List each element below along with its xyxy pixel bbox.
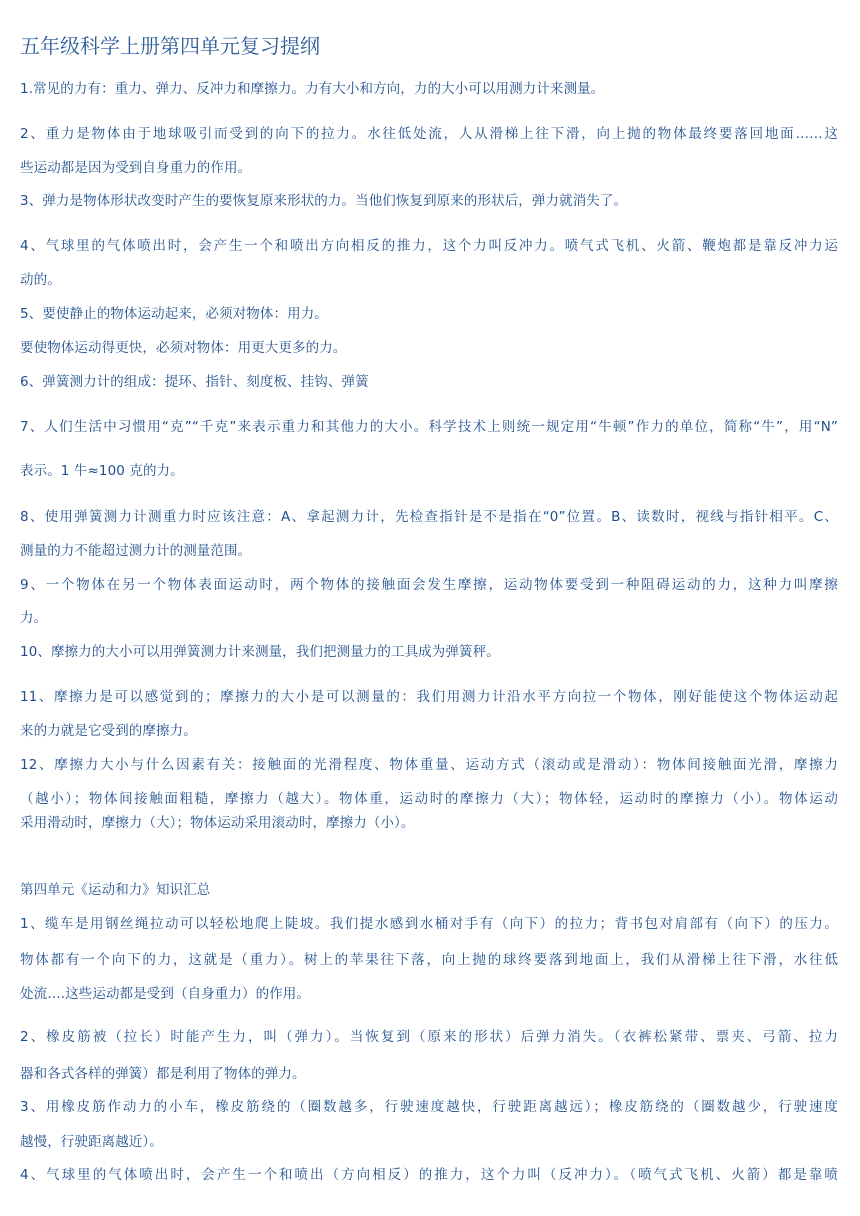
text-line: 来的力就是它受到的摩擦力。 (20, 723, 197, 739)
text-line: 3、用橡皮筋作动力的小车，橡皮筋绕的（圈数越多，行驶速度越快，行驶距离越远）；橡皮筋绕的（圈数越少，行驶速度 (20, 1099, 838, 1115)
text-line: 越慢，行驶距离越近）。 (20, 1134, 163, 1150)
text-line: 8、使用弹簧测力计测重力时应该注意：A、拿起测力计，先检查指针是不是指在“0”位置。B、读数时，视线与指针相平。C、 (20, 509, 838, 525)
text-line: 12、摩擦力大小与什么因素有关：接触面的光滑程度、物体重量、运动方式（滚动或是滑动）：物体间接触面光滑，摩擦力 (20, 757, 838, 773)
text-line: 些运动都是因为受到自身重力的作用。 (20, 160, 252, 176)
text-line: 动的。 (20, 272, 61, 288)
text-line: 处流….这些运动都是受到（自身重力）的作用。 (20, 986, 310, 1002)
text-line: 7、人们生活中习惯用“克”“千克”来表示重力和其他力的大小。科学技术上则统一规定用“牛顿”作力的单位，简称“牛”，用“N” (20, 419, 838, 435)
text-line: 9、一个物体在另一个物体表面运动时，两个物体的接触面会发生摩擦，运动物体要受到一种阻碍运动的力，这种力叫摩擦 (20, 577, 838, 593)
text-line: 4、气球里的气体喷出时，会产生一个和喷出方向相反的推力，这个力叫反冲力。喷气式飞机、火箭、鞭炮都是靠反冲力运 (20, 238, 838, 254)
text-line: 1、缆车是用钢丝绳拉动可以轻松地爬上陡坡。我们提水感到水桶对手有（向下）的拉力；背书包对肩部有（向下）的压力。 (20, 916, 838, 932)
text-line: 10、摩擦力的大小可以用弹簧测力计来测量，我们把测量力的工具成为弹簧秤。 (20, 644, 500, 660)
text-line: 要使物体运动得更快，必须对物体：用更大更多的力。 (20, 340, 347, 356)
text-line: 4、气球里的气体喷出时，会产生一个和喷出（方向相反）的推力，这个力叫（反冲力）。（喷气式飞机、火箭）都是靠喷 (20, 1167, 838, 1183)
text-line: 6、弹簧测力计的组成：提环、指针、刻度板、挂钩、弹簧 (20, 374, 369, 390)
text-line: 5、要使静止的物体运动起来，必须对物体：用力。 (20, 306, 328, 322)
text-line: （越小）；物体间接触面粗糙，摩擦力（越大）。物体重，运动时的摩擦力（大）；物体轻，运动时的摩擦力（小）。物体运动 (20, 791, 838, 807)
text-line: 力。 (20, 610, 48, 626)
section-heading: 第四单元《运动和力》知识汇总 (20, 882, 211, 898)
document-title: 五年级科学上册第四单元复习提纲 (20, 34, 320, 58)
text-line: 物体都有一个向下的力，这就是（重力）。树上的苹果往下落，向上抛的球终要落到地面上，我们从滑梯上往下滑，水往低 (20, 952, 838, 968)
text-line: 采用滑动时，摩擦力（大）；物体运动采用滚动时，摩擦力（小）。 (20, 815, 415, 831)
text-line: 1.常见的力有：重力、弹力、反冲力和摩擦力。力有大小和方向，力的大小可以用测力计来测量。 (20, 81, 605, 97)
text-line: 器和各式各样的弹簧）都是利用了物体的弹力。 (20, 1066, 306, 1082)
text-line: 测量的力不能超过测力计的测量范围。 (20, 543, 252, 559)
text-line: 11、摩擦力是可以感觉到的；摩擦力的大小是可以测量的：我们用测力计沿水平方向拉一个物体，刚好能使这个物体运动起 (20, 689, 838, 705)
text-line: 3、弹力是物体形状改变时产生的要恢复原来形状的力。当他们恢复到原来的形状后，弹力就消失了。 (20, 193, 628, 209)
text-line: 表示。1 牛≈100 克的力。 (20, 463, 184, 479)
text-line: 2、橡皮筋被（拉长）时能产生力，叫（弹力）。当恢复到（原来的形状）后弹力消失。（衣裤松紧带、票夹、弓箭、拉力 (20, 1029, 838, 1045)
text-line: 2、重力是物体由于地球吸引而受到的向下的拉力。水往低处流，人从滑梯上往下滑，向上抛的物体最终要落回地面……这 (20, 126, 838, 142)
